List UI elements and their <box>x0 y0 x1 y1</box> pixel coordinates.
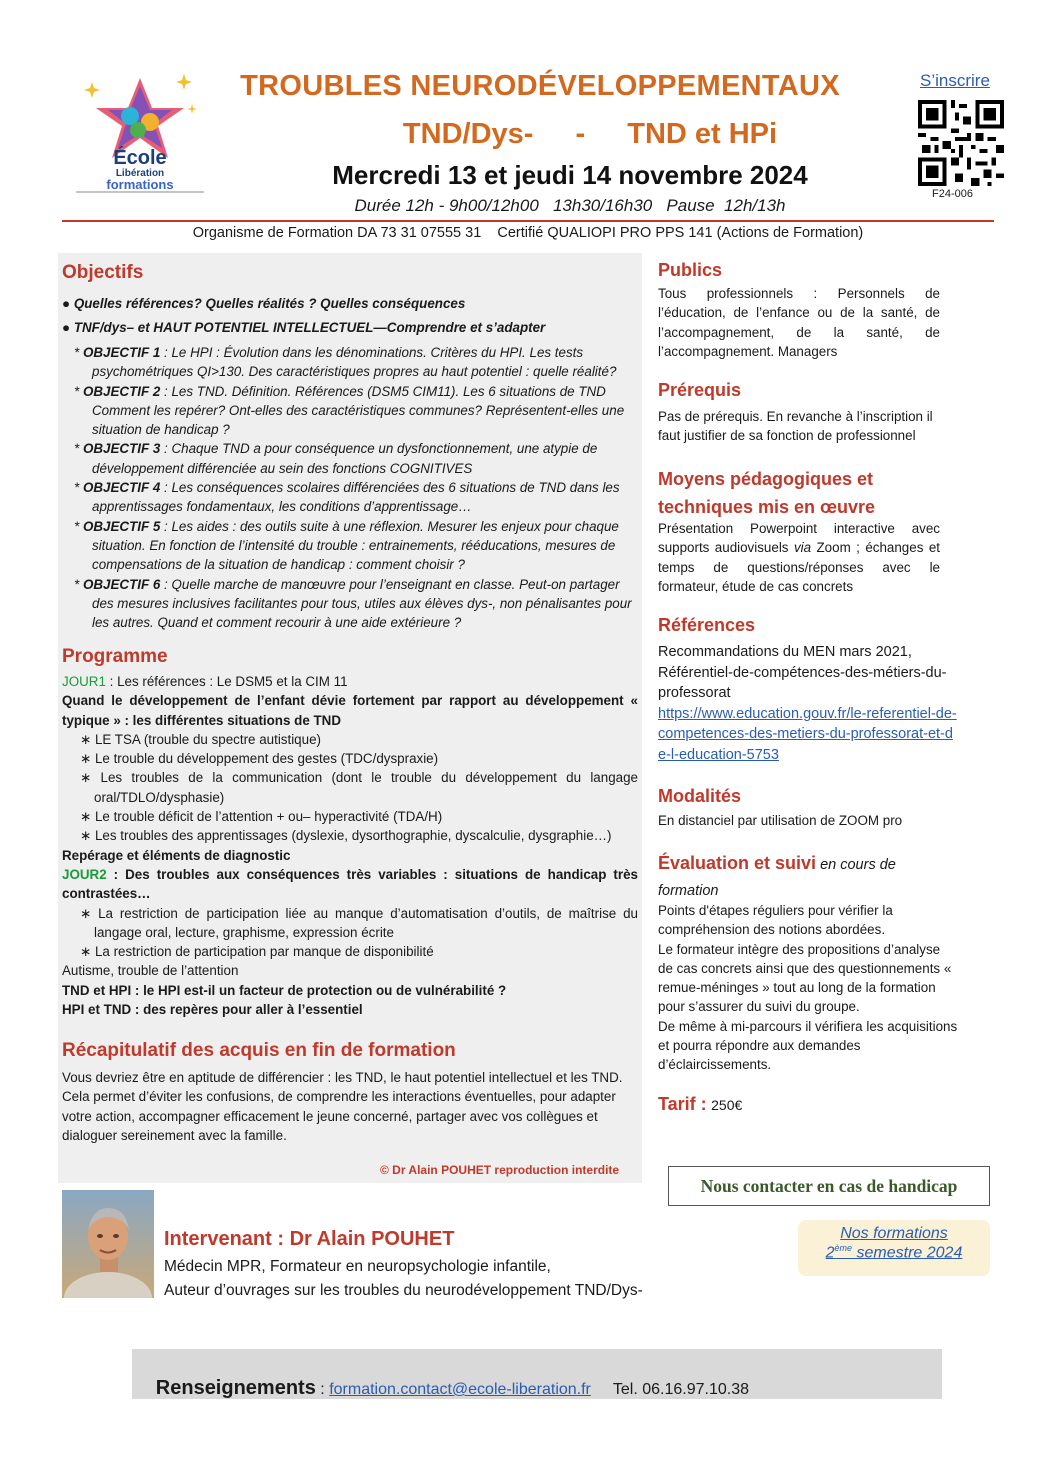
qr-code-icon[interactable] <box>918 100 1004 186</box>
duration: Durée 12h - 9h00/12h00 13h30/16h30 Pause 12h/13h <box>354 196 786 215</box>
logo-line3: formations <box>106 177 174 192</box>
objectifs-bullets <box>62 294 637 338</box>
contact-phone: Tel. 06.16.97.10.38 <box>612 1381 749 1398</box>
header-divider <box>62 220 994 222</box>
logo-line1: École <box>113 147 167 169</box>
prerequis-title: Prérequis <box>658 380 742 400</box>
evaluation-text <box>658 901 958 1075</box>
organisme-line: Organisme de Formation DA 73 31 07555 31 Certifié QUALIOPI PRO PPS 141 (Actions de Formation) <box>192 225 864 241</box>
reperage-line: Repérage et éléments de diagnostic <box>62 847 291 863</box>
nos-formations-line1: Nos formations <box>840 1225 948 1242</box>
moyens-text: Présentation Powerpoint interactive avec supports audiovisuels via Zoom ; échanges et temps de questions/réponses avec le formateur, étude de cas concrets <box>658 521 940 594</box>
references-link[interactable]: https://www.education.gouv.fr/le-referentiel-de-competences-des-metiers-du-professorat-et-de-l-education-5753 <box>658 705 957 763</box>
objectif-item: * OBJECTIF 4 : Les conséquences scolaires différenciées des 6 situations de TND dans les apprentissages fondamentaux, les conditions d’apprentissage… <box>74 480 620 515</box>
references-text: Recommandations du MEN mars 2021, Référentiel-de-compétences-des-métiers-du-professorat <box>658 644 947 701</box>
publics-title: Publics <box>658 260 723 280</box>
objectifs-title: Objectifs <box>62 262 144 283</box>
intervenant-line2: Auteur d’ouvrages sur les troubles du neurodéveloppement TND/Dys- <box>164 1282 643 1299</box>
programme-item: ∗ LE TSA (trouble du spectre autistique) <box>80 731 321 747</box>
ecole-liberation-logo <box>72 64 208 196</box>
objectif-item: * OBJECTIF 2 : Les TND. Définition. Références (DSM5 CIM11). Les 6 situations de TND Comment les repérer? Ont-elles des caractéristiques communes? Représentent-elles une situation de handicap ? <box>74 383 625 438</box>
evaluation-title: Évaluation et suivi <box>658 853 817 873</box>
objectif-item: * OBJECTIF 1 : Le HPI : Évolution dans les dénominations. Critères du HPI. Les tests psychométriques QI>130. Des caractéristiques propres au haut potentiel : quelle réalité? <box>74 345 617 380</box>
main-title: TROUBLES NEURODÉVELOPPEMENTAUX <box>240 70 840 102</box>
objectif-item: * OBJECTIF 3 : Chaque TND a pour conséquence un dysfonctionnement, une atypie de développement différenciée au sein des fonctions COGNITIVES <box>74 441 598 476</box>
event-date: Mercredi 13 et jeudi 14 novembre 2024 <box>332 160 808 190</box>
subtitle-left: TND/Dys- <box>402 118 534 150</box>
programme-title: Programme <box>62 646 168 667</box>
renseignements-sep: : <box>315 1381 330 1398</box>
objectifs-list <box>62 343 640 632</box>
nos-formations-line2: 2ème semestre 2024 <box>825 1243 963 1262</box>
speaker-photo <box>62 1190 154 1298</box>
moyens-title: Moyens pédagogiques et techniques mis en œuvre <box>658 469 876 517</box>
qr-code-label: F24-006 <box>932 188 973 200</box>
references-title: Références <box>658 615 756 635</box>
signup-link[interactable]: S’inscrire <box>920 71 990 90</box>
autisme-line: Autisme, trouble de l’attention <box>62 963 239 979</box>
subtitle <box>300 118 880 151</box>
programme-item: ∗ La restriction de participation liée au manque d’automatisation d’outils, de maîtrise du langage oral, lecture, graphisme, expression écrite <box>80 905 638 940</box>
contact-email-link[interactable]: formation.contact@ecole-liberation.fr <box>329 1381 591 1398</box>
objectif-bullet: ● Quelles références? Quelles réalités ? Quelles conséquences <box>62 296 466 311</box>
modalites-title: Modalités <box>658 786 742 806</box>
tarif-value: 250€ <box>711 1097 743 1113</box>
jour1-line: JOUR1 : Les références : Le DSM5 et la CIM 11 <box>62 674 348 689</box>
evaluation-paragraph: Le formateur intègre des propositions d’analyse de cas concrets ainsi que des questionnements « remue-méninges » tout au long de la formation pour s’assurer du suivi du groupe. <box>658 941 952 1015</box>
references-block <box>658 642 958 765</box>
prerequis-text: Pas de prérequis. En revanche à l’inscription il faut justifier de sa fonction de professionnel <box>658 409 933 444</box>
evaluation-paragraph: Points d'étapes réguliers pour vérifier la compréhension des notions abordées. <box>658 903 893 938</box>
recap-title: Récapitulatif des acquis en fin de formation <box>62 1040 456 1061</box>
subtitle-right: TND et HPi <box>627 118 778 150</box>
programme-item: ∗ Les troubles de la communication (dont le trouble du développement du langage oral/TDLO/dysphasie) <box>80 770 638 805</box>
objectif-item: * OBJECTIF 5 : Les aides : des outils suite à une réflexion. Mesurer les enjeux pour chaque situation. En fonction de l’intensité du trouble : entrainements, rééducations, mesures de compensations de la situation de handicap : comment choisir ? <box>74 518 619 573</box>
renseignements-bar <box>132 1349 942 1399</box>
hpi-tnd-line: HPI et TND : des repères pour aller à l’essentiel <box>62 1002 363 1018</box>
intervenant-line1: Médecin MPR, Formateur en neuropsychologie infantile, <box>164 1258 551 1275</box>
programme-item: ∗ La restriction de participation par manque de disponibilité <box>80 944 434 960</box>
nos-formations-button[interactable] <box>798 1220 990 1276</box>
contact-handicap-button[interactable]: Nous contacter en cas de handicap <box>668 1166 990 1206</box>
modalites-text: En distanciel par utilisation de ZOOM pro <box>658 813 903 828</box>
objectif-bullet: ● TNF/dys– et HAUT POTENTIEL INTELLECTUEL—Comprendre et s’adapter <box>62 320 546 336</box>
tarif <box>658 1094 940 1115</box>
programme-content <box>62 672 638 1019</box>
evaluation-subtitle: en cours de formation <box>658 857 896 899</box>
jour1-heading: Quand le développement de l’enfant dévie fortement par rapport au développement « typique » : les différentes situations de TND <box>62 693 638 728</box>
programme-item: ∗ Le trouble du développement des gestes (TDC/dyspraxie) <box>80 751 439 767</box>
renseignements-label: Renseignements <box>155 1377 316 1399</box>
evaluation-heading <box>658 850 948 904</box>
renseignements-content <box>138 1359 749 1418</box>
subtitle-separator: - <box>575 118 586 150</box>
evaluation-paragraph: De même à mi-parcours il vérifiera les acquisitions et pourra répondre aux demandes d’éclaircissements. <box>658 1018 958 1073</box>
recap-text: Vous devriez être en aptitude de différencier : les TND, le haut potentiel intellectuel et les TND. Cela permet d’éviter les confusions, de comprendre les interactions éventuelles, pour adapter votre action, accompagner efficacement le jeune concerné, partager avec vos collègues et dialoguer sereinement avec la famille. <box>62 1070 623 1143</box>
publics-text: Tous professionnels : Personnels de l’éducation, de l’enfance ou de la santé, de l’accompagnement, de la santé, de l’accompagnement. Managers <box>658 286 940 359</box>
tnd-hpi-line: TND et HPI : le HPI est-il un facteur de protection ou de vulnérabilité ? <box>62 982 507 998</box>
programme-item: ∗ Le trouble déficit de l’attention + ou– hyperactivité (TDA/H) <box>80 809 443 825</box>
logo-line2: Libération <box>115 168 165 179</box>
tarif-label: Tarif : <box>658 1094 707 1114</box>
objectif-item: * OBJECTIF 6 : Quelle marche de manœuvre pour l’enseignant en classe. Peut-on partager des mesures inclusives facilitantes pour tous, utiles aux élèves dys-, non pénalisantes pour les autres. Quand et comment recourir à une aide extérieure ? <box>74 576 632 631</box>
jour2-line: JOUR2 : Des troubles aux conséquences très variables : situations de handicap très contrastées… <box>62 866 638 902</box>
programme-item: ∗ Les troubles des apprentissages (dyslexie, dysorthographie, dyscalculie, dysgraphie…) <box>80 828 612 844</box>
copyright: © Dr Alain POUHET reproduction interdite <box>380 1163 620 1177</box>
intervenant-title: Intervenant : Dr Alain POUHET <box>164 1228 455 1250</box>
